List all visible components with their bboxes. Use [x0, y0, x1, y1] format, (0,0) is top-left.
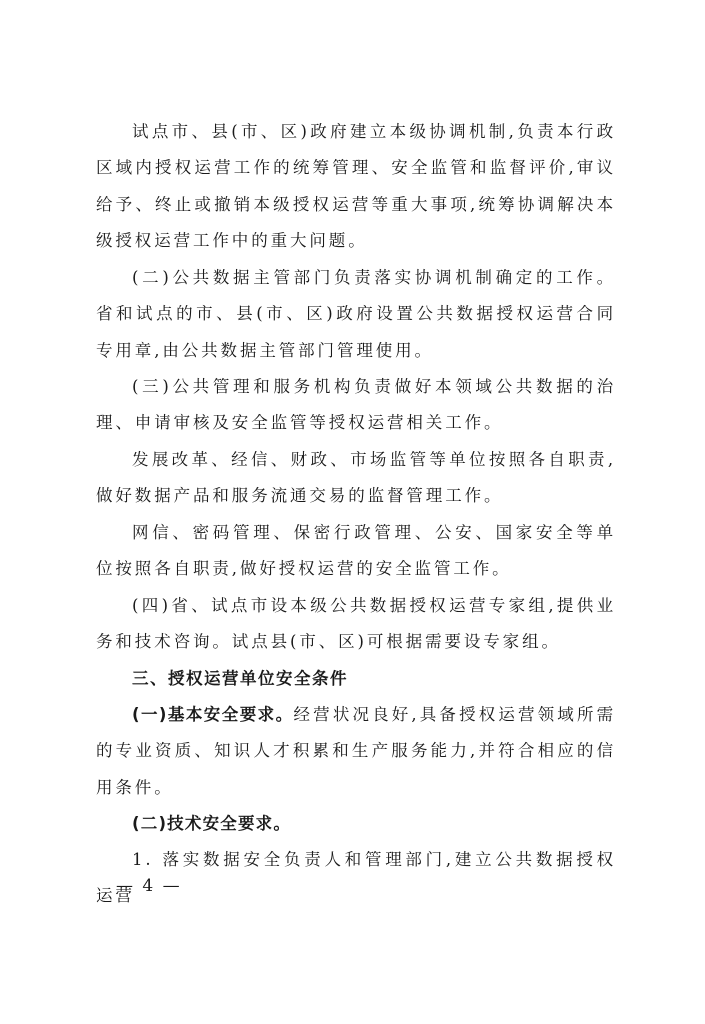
- paragraph-county-coordination: 试点市、县(市、区)政府建立本级协调机制,负责本行政区域内授权运营工作的统筹管理、安全监管和监督评价,审议给予、终止或撤销本级授权运营等重大事项,统筹协调解决本级授权运营工作中的重大问题。: [96, 122, 616, 251]
- paragraph-development-reform: 发展改革、经信、财政、市场监管等单位按照各自职责,做好数据产品和服务流通交易的监督管理工作。: [96, 450, 616, 506]
- basic-requirements-lead: (一)基本安全要求。: [132, 705, 294, 724]
- basic-requirements-text: 经营状况良好,具备授权运营领域所需的专业资质、知识人才积累和生产服务能力,并符合相应的信用条件。: [96, 705, 616, 797]
- paragraph-public-agencies: (三)公共管理和服务机构负责做好本领域公共数据的治理、申请审核及安全监管等授权运营相关工作。: [96, 377, 616, 433]
- paragraph-basic-requirements: [96, 697, 616, 806]
- paragraph-technical-requirements: [96, 806, 616, 842]
- paragraph-data-authority: (二)公共数据主管部门负责落实协调机制确定的工作。省和试点的市、县(市、区)政府设置公共数据授权运营合同专用章,由公共数据主管部门管理使用。: [96, 268, 616, 360]
- page-number: — 4 —: [116, 876, 182, 896]
- paragraph-security-units: 网信、密码管理、保密行政管理、公安、国家安全等单位按照各自职责,做好授权运营的安全监管工作。: [96, 523, 616, 579]
- section-heading: 三、授权运营单位安全条件: [132, 669, 348, 688]
- technical-requirements-lead: (二)技术安全要求。: [132, 814, 292, 833]
- paragraph-expert-group: (四)省、试点市设本级公共数据授权运营专家组,提供业务和技术咨询。试点县(市、区)可根据需要设专家组。: [96, 596, 616, 652]
- paragraph-item-1: 1. 落实数据安全负责人和管理部门,建立公共数据授权运营: [96, 850, 616, 906]
